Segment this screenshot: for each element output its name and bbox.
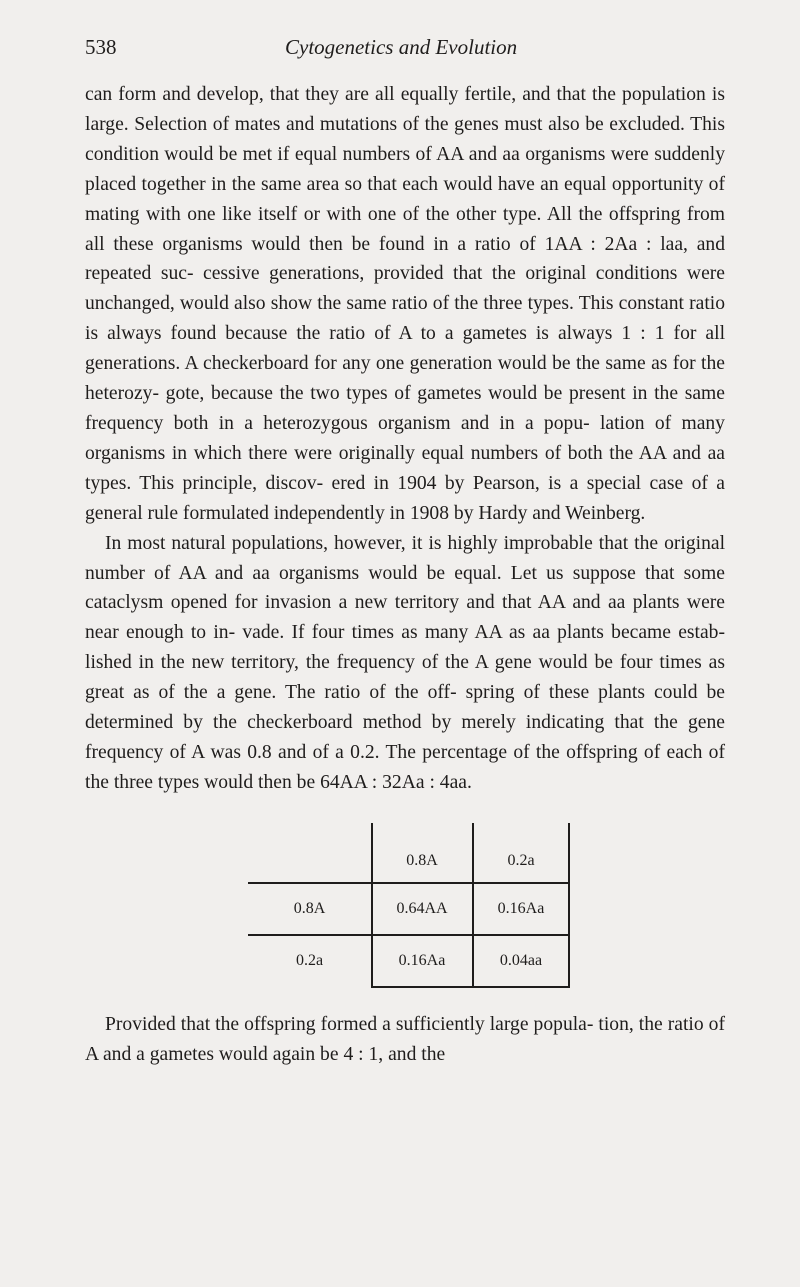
column-header: 0.8A [406, 852, 438, 869]
table-cell: 0.16Aa [398, 952, 446, 969]
page-number: 538 [85, 35, 117, 59]
checkerboard-table [248, 823, 570, 988]
page-header [85, 35, 725, 65]
body-text-continued [85, 1010, 725, 1070]
paragraph-2: In most natural populations, however, it is highly improbable that the original number of AA and aa organisms would be equal. Let us suppose that some cataclysm opened for invasion a new territory and that AA and aa plants were near enough to in- vade. If four times as many AA as aa plants became estab- lished in the new territory, the frequency of the A gene would be four times as great as of the a gene. The ratio of the off- spring of these plants could be determined by the checkerboard method by merely indicating that the gene frequency of A was 0.8 and of a 0.2. The percentage of the offspring of each of the three types would then be 64AA : 32Aa : 4aa. [85, 532, 726, 793]
paragraph-1: can form and develop, that they are all equally fertile, and that the population is large. Selection of mates and mutations of the genes must also be excluded. This condition would be met if equal numbers of AA and aa organisms were suddenly placed together in the same area so that each would have an equal opportunity of mating with one like itself or with one of the other type. All the offspring from all these organisms would then be found in a ratio of 1AA : 2Aa : laa, and repeated suc- cessive generations, provided that the original conditions were unchanged, would also show the same ratio of the three types. This constant ratio is always found because the ratio of A to a gametes is always 1 : 1 for all generations. A checkerboard for any one generation would be the same as for the heterozy- gote, because the two types of gametes would be present in the same frequency both in a heterozygous organism and in a popu- lation of many organisms in which there were originally equal numbers of both the AA and aa types. This principle, discov- ered in 1904 by Pearson, is a special case of a general rule formulated independently in 1908 by Hardy and Weinberg. [85, 84, 726, 524]
table-cell: 0.64AA [396, 900, 448, 917]
grid-line [371, 986, 570, 988]
table-cell: 0.04aa [499, 952, 543, 969]
running-head: Cytogenetics and Evolution [285, 35, 518, 59]
table-cell: 0.16Aa [497, 900, 545, 917]
paragraph-3: Provided that the offspring formed a sufficiently large popula- tion, the ratio of A and a gametes would again be 4 : 1, and the [85, 1014, 725, 1065]
row-header: 0.2a [295, 952, 324, 969]
row-header: 0.8A [293, 900, 326, 917]
column-header: 0.2a [507, 852, 535, 869]
body-text [85, 80, 725, 798]
